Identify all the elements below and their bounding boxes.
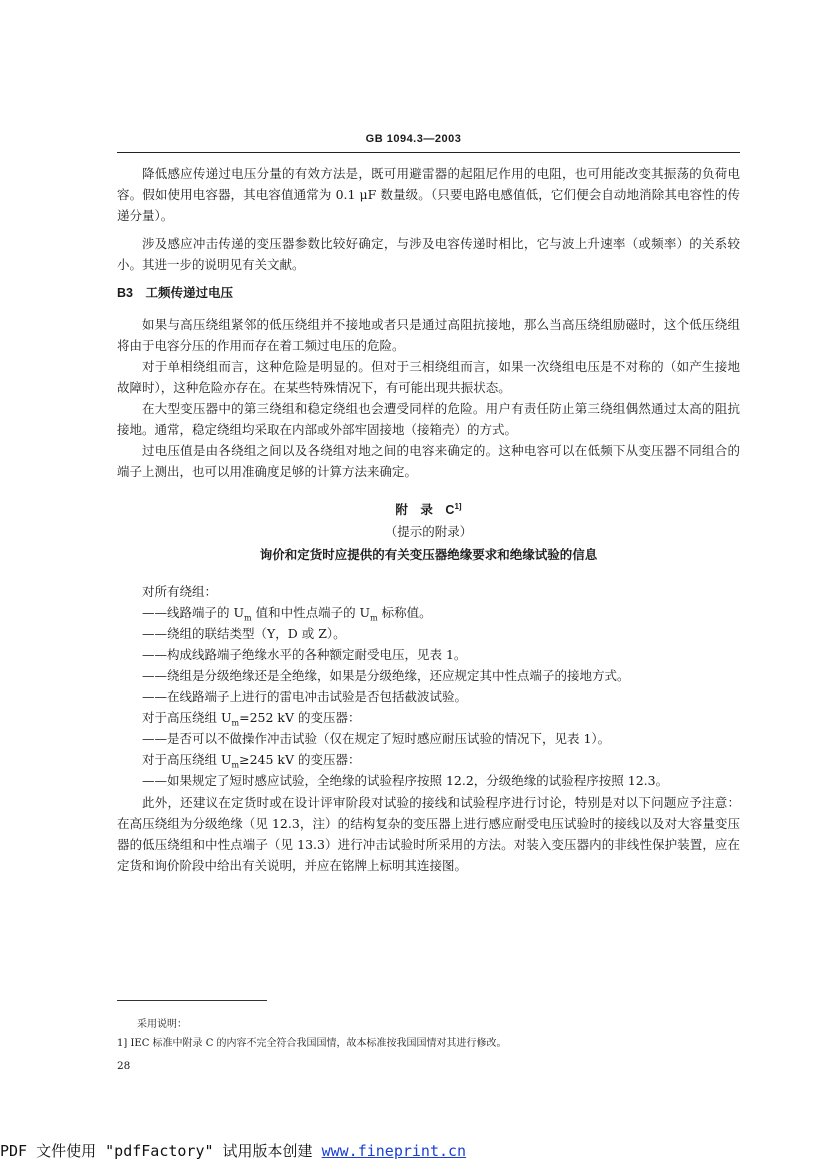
list-item-um-text-b: 值和中性点端子的 U [251, 605, 371, 620]
list-intro-245kv [142, 750, 740, 770]
b2-paragraph-1: 降低感应传递过电压分量的有效方法是，既可用避雷器的起阻尼作用的电阻，也可用能改变其振荡的负荷电容。假如使用电容器，其电容值通常为 0.1 μF 数量级。（只要电路电感值低，它们便会自动地消除其电容性的传递分量）。 [117, 166, 740, 223]
b3-paragraph-2: 对于单相绕组而言，这种危险是明显的。但对于三相绕组而言，如果一次绕组电压是不对称的（如产生接地故障时），这种危险亦存在。在某些特殊情况下，有可能出现共振状态。 [117, 359, 740, 395]
um-subscript: m [231, 760, 240, 770]
pdffactory-watermark [0, 1136, 827, 1170]
um-subscript: m [231, 718, 240, 728]
standard-number: GB 1094.3—2003 [365, 133, 462, 145]
list-item-insulation-type: ——绕组是分级绝缘还是全绝缘，如果是分级绝缘，还应规定其中性点端子的接地方式。 [142, 668, 630, 683]
list-item-connection-type: ——绕组的联结类型（Y，D 或 Z）。 [142, 626, 346, 641]
fineprint-link[interactable]: www.fineprint.cn [321, 1142, 467, 1160]
header-rule [117, 152, 740, 153]
list-item-switching-impulse: ——是否可以不做操作冲击试验（仅在规定了短时感应耐压试验的情况下，见表 1）。 [142, 731, 611, 746]
um-subscript: m [244, 613, 252, 623]
appendix-c-subtitle: （提示的附录） [384, 524, 473, 539]
page-number: 28 [117, 1060, 131, 1072]
list-item-chopped-wave: ——在线路端子上进行的雷电冲击试验是否包括截波试验。 [142, 689, 468, 704]
appendix-c-final-paragraph: 此外，还建议在定货时或在设计评审阶段对试验的接线和试验程序进行讨论，特别是对以下问题应予注意：在高压绕组为分级绝缘（见 12.3，注）的结构复杂的变压器上进行感应耐受电压试验时的接线以及对大容量变压器的低压绕组和中性点端子（见 13.3）进行冲击试验时所采用的方法。对装入变压器内的非线性保护装置，应在定货和询价阶段中给出有关说明，并应在铭牌上标明其连接图。 [117, 795, 740, 873]
watermark-text: PDF 文件使用 "pdfFactory" 试用版本创建 [0, 1142, 322, 1160]
list-intro-all-windings: 对所有绕组： [142, 584, 218, 599]
list-item-um-text-c: 标称值。 [377, 605, 432, 620]
section-b3-heading: B3 工频传递过电压 [117, 286, 233, 300]
b2-paragraph-2: 涉及感应冲击传递的变压器参数比较好确定，与涉及电容传递时相比，它与波上升速率（或频率）的关系较小。其进一步的说明见有关文献。 [117, 236, 740, 272]
list-item-withstand-voltage: ——构成线路端子绝缘水平的各种额定耐受电压，见表 1。 [142, 647, 467, 662]
list-intro-252kv [142, 708, 740, 728]
appendix-c-heading: 询价和定货时应提供的有关变压器绝缘要求和绝缘试验的信息 [259, 548, 598, 562]
list-intro-245kv-b: ≥245 kV 的变压器： [239, 752, 361, 767]
appendix-c-title [117, 500, 740, 518]
list-item-um-text-a: ——线路端子的 U [142, 605, 245, 620]
footnote-rule [117, 1000, 267, 1001]
footnote-label: 采用说明： [137, 1019, 187, 1030]
appendix-c-title-text: 附 录 C [395, 503, 455, 517]
list-item-test-procedure: ——如果规定了短时感应试验，全绝缘的试验程序按照 12.2，分级绝缘的试验程序按照 12.3。 [142, 773, 669, 788]
list-intro-245kv-a: 对于高压绕组 U [142, 752, 232, 767]
list-item-um-values [142, 603, 740, 623]
b3-paragraph-4: 过电压值是由各绕组之间以及各绕组对地之间的电容来确定的。这种电容可以在低频下从变压器不同组合的端子上测出，也可以用准确度足够的计算方法来确定。 [117, 443, 740, 479]
um-subscript: m [370, 613, 378, 623]
list-intro-252kv-a: 对于高压绕组 U [142, 710, 232, 725]
b3-paragraph-1: 如果与高压绕组紧邻的低压绕组并不接地或者只是通过高阻抗接地，那么当高压绕组励磁时，这个低压绕组将由于电容分压的作用而存在着工频过电压的危险。 [117, 317, 740, 353]
appendix-c-footnote-mark: 1] [454, 501, 462, 511]
list-intro-252kv-b: =252 kV 的变压器： [239, 710, 361, 725]
footnote-text: 1] IEC 标准中附录 C 的内容不完全符合我国国情，故本标准按我国国情对其进行修改。 [117, 1038, 507, 1049]
b3-paragraph-3: 在大型变压器中的第三绕组和稳定绕组也会遭受同样的危险。用户有责任防止第三绕组偶然通过太高的阻抗接地。通常，稳定绕组均采取在内部或外部牢固接地（接箱壳）的方式。 [117, 401, 740, 437]
